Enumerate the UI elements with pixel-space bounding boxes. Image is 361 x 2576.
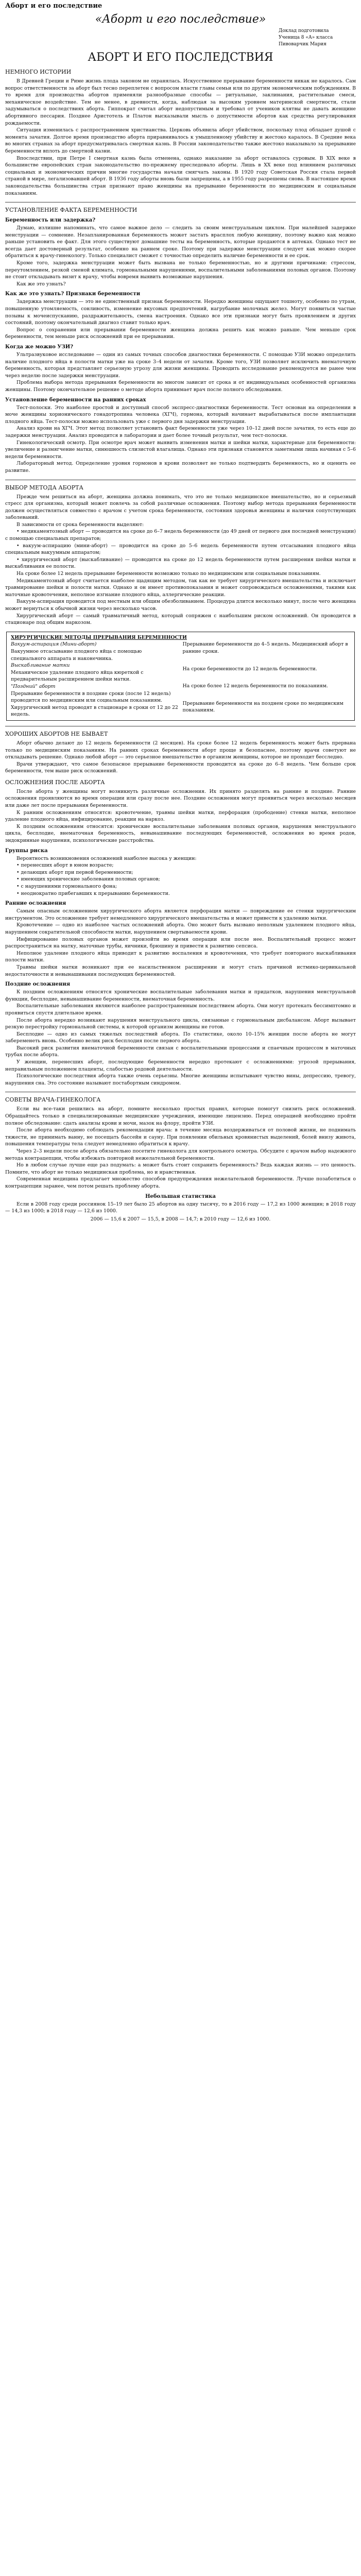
box-label: Выскабливание матки (11, 663, 70, 669)
paragraph: К ранним осложнениям относятся: кровотечение, травмы шейки матки, перфорация (прободение) стенки матки, неполное удаление плодного яйца, инфицирование, реакции на наркоз. (5, 809, 356, 823)
document (0, 0, 361, 1223)
list-item: • неоднократно прибегавших к прерыванию беременности. (16, 890, 170, 896)
stats-line: 2006 — 15,6 к 2007 — 15,5, в 2008 — 14,7; в 2010 году — 12,6 из 1000. (90, 1216, 271, 1222)
section-heading: ОСЛОЖНЕНИЯ ПОСЛЕ АБОРТА (5, 778, 105, 786)
paragraph: Как же это узнать? (16, 281, 66, 287)
box-label: Вакуум-аспирация (Мини-аборт) (11, 641, 97, 648)
subheading: Беременность или задержка? (5, 217, 96, 224)
top-title: Аборт и его последствие (5, 2, 102, 10)
list-item: • имеющих хронические заболевания половых органов; (16, 876, 160, 883)
paragraph: Ультразвуковое исследование — один из самых точных способов диагностики беременности. С помощью УЗИ можно определить наличие плодного яйца в полости матки уже на сроке 3–4 недели от зачатия. Кроме того, УЗИ позволяет исключить внематочную беременность, которая представляет серьезную угрозу для жизни женщины. Проводить исследование рекомендуется не ранее чем через неделю после задержки менструации. (5, 352, 356, 379)
paragraph: Хирургический аборт — самый травматичный метод, который сопряжен с наибольшим риском осложнений. Он проводится в стационаре под общим наркозом. (5, 613, 356, 626)
paragraph: Лабораторный метод. Определение уровня гормонов в крови позволяет не только подтвердить беременность, но и оценить ее развитие. (5, 461, 356, 473)
meta-line: Ученица 8 «А» класса (279, 35, 333, 40)
box-left-column (11, 641, 179, 718)
paragraph: Гинекологический осмотр. При осмотре врач может выявить изменения матки и шейки матки, характерные для беременности: увеличение и размягчение матки, синюшность слизистой влагалища. Однако эти признаки становятся заметными лишь начиная с 5–6 недели беременности. (5, 439, 356, 460)
paragraph: Современная медицина предлагает множество способов предупреждения нежелательной беременности. Лучше позаботиться о контрацепции заранее, чем потом решать проблему аборта. (5, 1176, 356, 1189)
paragraph: Бесплодие — одно из самых тяжелых последствий аборта. По статистике, около 10–15% женщин после аборта не могут забеременеть вновь. Особенно велик риск бесплодия после первого аборта. (5, 1031, 356, 1044)
paragraph: После аборта нередко возникают нарушения менструального цикла, связанные с гормональным дисбалансом. Аборт вызывает резкую перестройку гормональной системы, к которой организм женщины не готов. (5, 1017, 356, 1030)
subheading: Поздние осложнения (5, 981, 71, 988)
paragraph: В зависимости от срока беременности выделяют: (16, 521, 144, 528)
paragraph: Но в любом случае лучше еще раз подумать: а может быть стоит сохранить беременность? Ведь каждая жизнь — это ценность. Помните, что аборт не только медицинская проблема, но и нравственная. (5, 1162, 356, 1175)
paragraph: Если в 2008 году среди россиянок 15–19 лет было 25 абортов на одну тысячу, то в 2016 году — 17,2 из 1000 женщин; в 2018 году — 14,3 из 1000; в 2018 году — 12,6 из 1000. (5, 1201, 356, 1214)
paragraph: Инфицирование половых органов может произойти во время операции или после нее. Воспалительный процесс может распространиться на матку, маточные трубы, яичники, брюшину и привести к развитию сепсиса. (5, 936, 356, 950)
list-item: • медикаментозный аборт — проводится на сроке до 6–7 недель беременности (до 49 дней от первого дня последней менструации) с помощью специальных препаратов; (5, 529, 356, 542)
paragraph: Кровотечение — одно из наиболее частых осложнений аборта. Оно может быть вызвано неполным удалением плодного яйца, нарушением сократительной способности матки, нарушением свертываемости крови. (5, 922, 356, 935)
paragraph: Вопрос о сохранении или прерывании беременности женщина должна решить как можно раньше. Чем меньше срок беременности, тем меньше риск осложнений при ее прерывании. (5, 327, 356, 340)
section-methods-heading: ВЫБОР МЕТОДА АБОРТА (5, 484, 83, 491)
paragraph: Воспалительные заболевания являются наиболее распространенным последствием аборта. Они могут протекать бессимптомно и проявиться спустя длительное время. (5, 1003, 356, 1016)
paragraph: Ситуация изменилась с распространением христианства. Церковь объявила аборт убийством, поскольку плод обладает душой с момента зачатия. Долгое время производство аборта приравнивалось к умышленному убийству и жестоко каралось. В Средние века во многих странах за аборт предусматривалась смертная казнь. В России законодательство также жестоко наказывало за прерывание беременности вплоть до смертной казни. (5, 127, 356, 154)
paragraph: К поздним осложнениям относятся хронические воспалительные заболевания матки и придатков, нарушения менструальной функции, бесплодие, невынашивание беременности, внематочная беременность. (5, 989, 356, 1002)
box-text: Механическое удаление плодного яйца кюреткой с предварительным расширением шейки матки. (11, 669, 144, 683)
paragraph: Психологические последствия аборта также очень серьезны. Многие женщины испытывают чувство вины, депрессию, тревогу, нарушения сна. Это состояние называют постабортным синдромом. (5, 1073, 356, 1086)
main-heading: АБОРТ И ЕГО ПОСЛЕДСТВИЯ (88, 51, 273, 64)
paragraph: К поздним осложнениям относятся: хронические воспалительные заболевания половых органов, нарушения менструального цикла, бесплодие, внематочная беременность, невынашивание последующих беременностей, осложнения во время родов, эндокринные нарушения, психологические расстройства. (5, 823, 356, 844)
box-text: Прерывание беременности в поздние сроки (после 12 недель) проводится по медицинским или социальным показаниям. (11, 690, 171, 704)
subheading: Небольшая статистика (145, 1193, 216, 1199)
paragraph: Впоследствии, при Петре I смертная казнь была отменена, однако наказание за аборт оставалось суровым. В XIX веке в большинстве европейских стран законодательство по-прежнему преследовало аборты. Лишь в XX веке под влиянием различных социальных и экономических причин многие государства начали смягчать законы. В 1920 году Советская Россия стала первой страной в мире, легализовавшей аборт. В 1936 году аборты вновь были запрещены, а в 1955 году разрешены снова. В настоящее время законодательства большинства стран признают право женщины на прерывание беременности по медицинским и социальным показаниям. (5, 155, 356, 196)
surgical-methods-box (6, 632, 355, 721)
subheading: Установление беременности на ранних сроках (5, 397, 146, 403)
section-heading: СОВЕТЫ ВРАЧА-ГИНЕКОЛОГА (5, 1096, 101, 1104)
box-label: "Поздний" аборт (11, 683, 56, 689)
paragraph: Проблема выбора метода прерывания беременности во многом зависит от срока и от индивидуальных особенностей организма женщины. Поэтому окончательное решение о методе аборта принимает врач после полного обследования. (5, 380, 356, 393)
paragraph: Тест-полоски. Это наиболее простой и доступный способ экспресс-диагностики беременности. Тест основан на определении в моче женщины хорионического гонадотропина человека (ХГЧ), гормона, который начинает вырабатываться после имплантации плодного яйца. Тест-полоски можно использовать уже с первого дня задержки менструации. (5, 404, 356, 425)
paragraph: На сроке более 12 недель прерывание беременности возможно только по медицинским или социальным показаниям. (16, 571, 321, 577)
list-item: • делающих аборт при первой беременности; (16, 869, 133, 875)
paragraph: Если вы все-таки решились на аборт, помните несколько простых правил, которые помогут снизить риск осложнений. Обращайтесь только в специализированные медицинские учреждения, имеющие лицензию. Перед операцией необходимо пройти полное обследование: сдать анализы крови и мочи, мазок на флору, пройти УЗИ. (5, 1106, 356, 1126)
author-meta (279, 28, 356, 48)
paragraph: Вакуум-аспирация проводится под местным или общим обезболиванием. Процедура длится несколько минут, после чего женщина может вернуться к обычной жизни через несколько часов. (5, 599, 356, 612)
list-item: • перенесших аборт в юном возрасте; (16, 862, 114, 869)
meta-line: Пивоварчик Мария (279, 42, 326, 47)
paragraph: Задержка менструации — это не единственный признак беременности. Нередко женщины ощущают тошноту, особенно по утрам, повышенную утомляемость, сонливость, изменение вкусовых предпочтений, нагрубание молочных желез. Могут появиться частые позывы к мочеиспусканию, раздражительность, смена настроения. Однако все эти признаки могут быть проявлением и других состояний, поэтому окончательный диагноз ставит только врач. (5, 299, 356, 326)
box-text: Вакуумное отсасывание плодного яйца с помощью специального аппарата и наконечника. (11, 648, 142, 662)
paragraph: Вероятность возникновения осложнений наиболее высока у женщин: (16, 855, 197, 861)
paragraph: Анализ крови на ХГЧ. Этот метод позволяет установить факт беременности уже через 10–12 дней после зачатия, то есть еще до задержки менструации. Анализ проводится в лаборатории и дает более точный результат, чем тест-полоски. (5, 426, 356, 438)
meta-line: Доклад подготовила (279, 28, 329, 33)
box-right-column (183, 641, 351, 718)
subheading: Ранние осложнения (5, 901, 66, 907)
paragraph: Высокий риск развития внематочной беременности связан с воспалительными процессами и спаечным процессом в маточных трубах после аборта. (5, 1045, 356, 1058)
paragraph: Думаю, излишне напоминать, что самое важное дело — следить за своим менструальным циклом. При малейшей задержке менструации — сомнение. Незапланированная беременность может застать врасплох любую женщину, поэтому важно как можно раньше установить ее факт. Для этого существуют домашние тесты на беременность, которые продаются в аптеках. Однако тест не всегда дает достоверный результат, особенно на раннем сроке. Поэтому при задержке менструации следует как можно скорее обратиться к врачу-гинекологу. Только специалист сможет с точностью определить наличие беременности и ее срок. (5, 225, 356, 259)
paragraph: Кроме того, задержка менструации может быть вызвана не только беременностью, но и другими причинами: стрессом, переутомлением, резкой сменой климата, гормональными нарушениями, воспалительными заболеваниями половых органов. Поэтому не стоит откладывать визит к врачу, чтобы вовремя выявить возможные нарушения. (5, 260, 356, 280)
paragraph: Прежде чем решиться на аборт, женщина должна понимать, что это не только медицинское вмешательство, но и серьезный стресс для организма, который может повлечь за собой различные осложнения. Поэтому выбор метода прерывания беременности должен осуществляться совместно с врачом с учетом срока беременности, состояния здоровья женщины и наличия сопутствующих заболеваний. (5, 494, 356, 521)
paragraph: Медикаментозный аборт считается наиболее щадящим методом, так как не требует хирургического вмешательства и исключает травмирование шейки и полости матки. Однако и он имеет противопоказания и может сопровождаться осложнениями, такими как маточные кровотечения, неполное изгнание плодного яйца, аллергические реакции. (5, 578, 356, 598)
paragraph: Врачи утверждают, что самое безопасное прерывание беременности проводится на сроке до 6–8 недель. Чем больше срок беременности, тем выше риск осложнений. (5, 761, 356, 774)
paragraph: После аборта необходимо соблюдать рекомендации врача: в течение месяца воздерживаться от половой жизни, не поднимать тяжести, не принимать ванну, не посещать бассейн и сауну. При появлении обильных кровянистых выделений, болей внизу живота, повышения температуры тела следует немедленно обратиться к врачу. (5, 1127, 356, 1147)
subheading: Как же это узнать? Признаки беременности (5, 291, 141, 297)
list-item: • вакуум-аспирацию (мини-аборт) — проводится на сроке до 5–6 недель беременности путем отсасывания плодного яйца специальным вакуумным аппаратом; (5, 543, 356, 556)
subheading: Когда же можно УЗИ? (5, 344, 74, 350)
paragraph: После аборта у женщины могут возникнуть различные осложнения. Их принято разделять на ранние и поздние. Ранние осложнения проявляются во время операции или сразу после нее. Поздние осложнения могут проявиться через несколько месяцев или даже лет после прерывания беременности. (5, 788, 356, 809)
subheading: Группы риска (5, 848, 48, 854)
box-text: На сроке более 12 недель беременности по показаниям. (182, 683, 328, 689)
paragraph: В Древней Греции и Риме жизнь плода законом не охранялась. Искусственное прерывание беременности никак не каралось. Сам вопрос ответственности за аборт был тесно переплетен с вопросом власти главы семьи или по другим экономическим побуждениям. В то время для производства абортов применяли разнообразные способы — ритуальные, заклинания, растительные смеси, механическое воздействие. Тем не менее, в древности, когда, наблюдая за высоким уровнем материнской смертности, стали задумываться о последствиях аборта. Гиппократ считал аборт недопустимым и требовал от учеников клятвы не давать женщине абортивного пессария. Позднее Аристотель и Платон высказывали мысль о допустимости абортов как средства регулирования рождаемости. (5, 78, 356, 126)
section-definition-heading: УСТАНОВЛЕНИЕ ФАКТА БЕРЕМЕННОСТИ (5, 207, 137, 214)
paragraph: Самым опасным осложнением хирургического аборта является перфорация матки — повреждение ее стенки хирургическим инструментом. Это осложнение требует немедленного хирургического вмешательства и может привести к удалению матки. (5, 908, 356, 921)
paragraph: Неполное удаление плодного яйца приводит к развитию воспаления и кровотечения, что требует повторного выскабливания полости матки. (5, 950, 356, 963)
paragraph: Травмы шейки матки возникают при ее насильственном расширении и могут стать причиной истмико-цервикальной недостаточности и невынашивания последующих беременностей. (5, 964, 356, 977)
list-item: • хирургический аборт (выскабливание) — проводится на сроке до 12 недель беременности путем расширения шейки матки и выскабливания ее полости. (5, 556, 356, 570)
paragraph: Через 2–3 недели после аборта обязательно посетите гинеколога для контрольного осмотра. Обсудите с врачом выбор надежного метода контрацепции, чтобы избежать повторной нежелательной беременности. (5, 1148, 356, 1161)
box-text: Хирургический метод проводят в стационаре в сроки от 12 до 22 недель. (11, 704, 178, 718)
paragraph: Аборт обычно делают до 12 недель беременности (2 месяцев). На сроке более 12 недель беременность может быть прервана только по медицинским показаниям. На ранних сроках беременности аборт проще и безопаснее, поэтому врачи советуют не откладывать решение. Однако любой аборт — это серьезное вмешательство в организм женщины, которое не проходит бесследно. (5, 740, 356, 760)
box-text: Прерывание беременности до 4–5 недель. Медицинский аборт в ранние сроки. (182, 641, 348, 654)
box-text: Прерывание беременности на позднем сроке по медицинским показаниям. (182, 700, 343, 714)
paragraph: У женщин, перенесших аборт, последующие беременности нередко протекают с осложнениями: угрозой прерывания, неправильным положением плаценты, слабостью родовой деятельности. (5, 1059, 356, 1072)
box-title: ХИРУРГИЧЕСКИЕ МЕТОДЫ ПРЕРЫВАНИЯ БЕРЕМЕННОСТИ (11, 634, 187, 640)
section-history-heading: НЕМНОГО ИСТОРИИ (5, 69, 72, 75)
box-text: На сроке беременности до 12 недель беременности. (182, 666, 317, 672)
section-heading: ХОРОШИХ АБОРТОВ НЕ БЫВАЕТ (5, 730, 108, 737)
list-item: • с нарушениями гормонального фона; (16, 884, 117, 889)
doc-title: «Аборт и его последствие» (95, 13, 266, 26)
